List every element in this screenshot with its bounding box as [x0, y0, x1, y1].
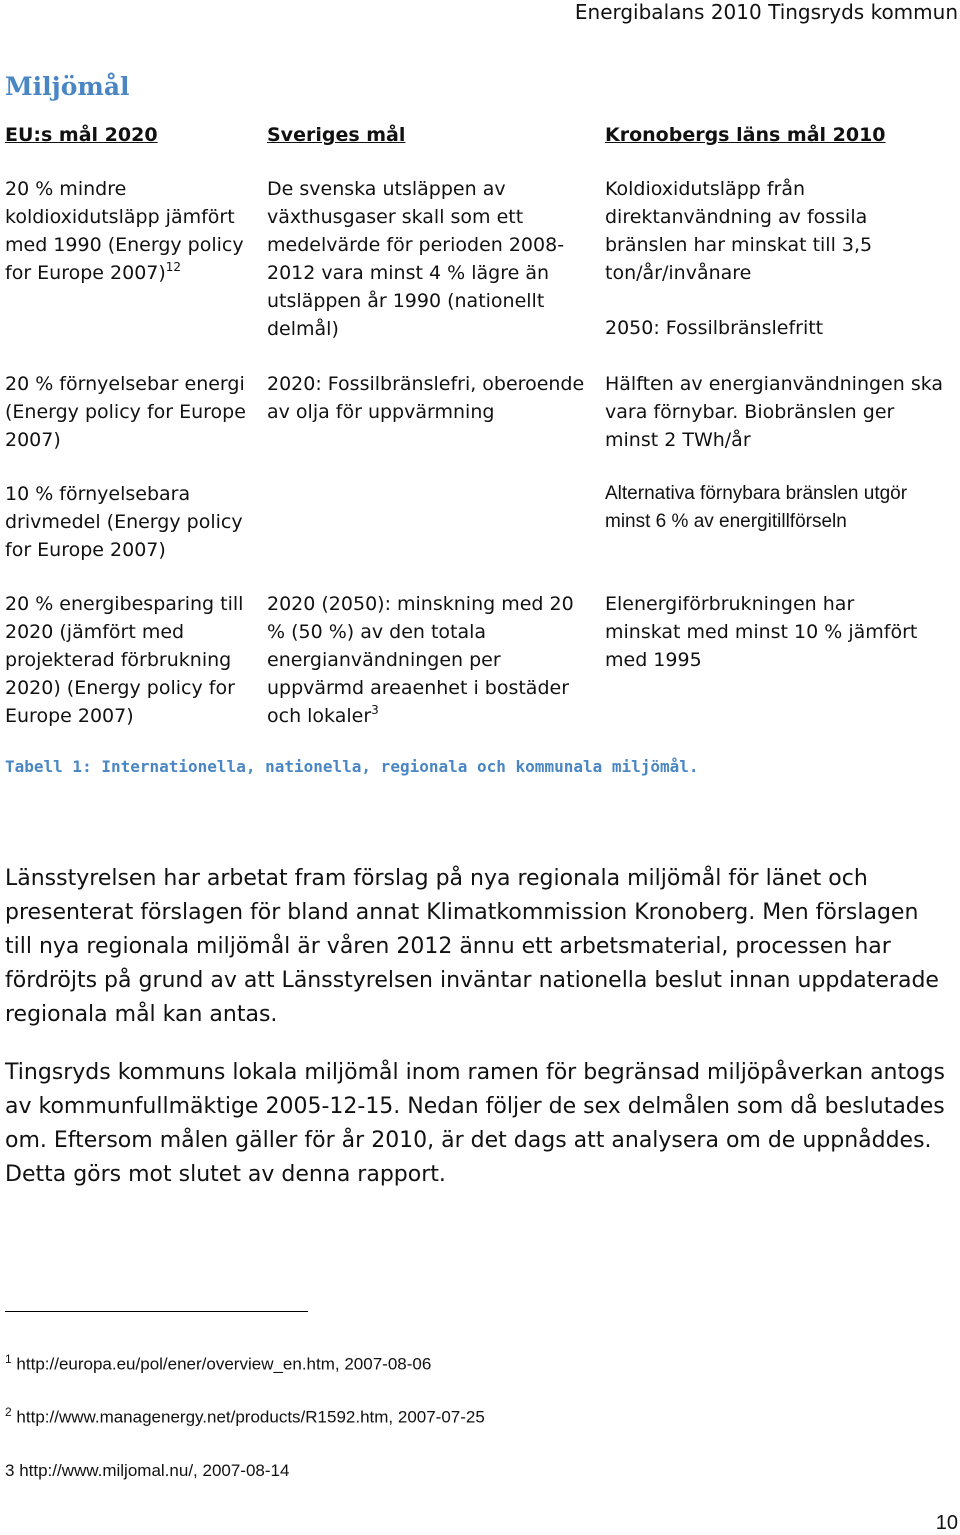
section-heading: Miljömål: [5, 72, 130, 101]
table-cell-kr-row4: Elenergiförbrukningen har minskat med minst 10 % jämfört med 1995: [605, 593, 918, 671]
table-cell-kr-row3: Alternativa förnybara bränslen utgör minst 6 % av energitillförseln: [605, 483, 908, 532]
page-number: 10: [935, 1512, 958, 1534]
footnote-link[interactable]: http://www.managenergy.net/products/R1592.htm, 2007-07-25: [16, 1407, 485, 1427]
column-header-eu: EU:s mål 2020: [5, 124, 158, 146]
footnote-divider: [5, 1311, 308, 1312]
table-cell-eu-row1: 20 % mindre koldioxidutsläpp jämfört med 1990 (Energy policy for Europe 2007)$^{12}$: [5, 178, 244, 284]
footnote-link[interactable]: http://europa.eu/pol/ener/overview_en.htm, 2007-08-06: [16, 1354, 432, 1374]
footnote-ref: 12: [165, 260, 182, 274]
table-cell-kr-row1: Koldioxidutsläpp från direktanvändning av fossila bränslen har minskat till 3,5 ton/år/invånare: [605, 178, 873, 284]
table-cell-se-row1: De svenska utsläppen av växthusgaser skall som ett medelvärde för perioden 2008-2012 vara minst 4 % lägre än utsläppen år 1990 (nationellt delmål): [267, 178, 565, 340]
footnote-2: $^2$ http://www.managenergy.net/products/R1592.htm, 2007-07-25: [5, 1405, 485, 1427]
footnote-link[interactable]: http://www.miljomal.nu/, 2007-08-14: [19, 1461, 290, 1480]
table-cell-kr-row2: Hälften av energianvändningen ska vara förnybar. Biobränslen ger minst 2 TWh/år: [605, 373, 944, 451]
footnote-3: 3 http://www.miljomal.nu/, 2007-08-14: [5, 1461, 290, 1480]
table-cell-se-row4: 2020 (2050): minskning med 20 % (50 %) av den totala energianvändningen per uppvärmd areaenhet i bostäder och lokaler$^3$: [267, 593, 574, 727]
table-cell-kr-row1-goal: 2050: Fossilbränslefritt: [605, 317, 824, 339]
table-cell-se-row2: 2020: Fossilbränslefri, oberoende av olja för uppvärmning: [267, 373, 585, 423]
column-header-kronoberg: Kronobergs läns mål 2010: [605, 124, 886, 146]
body-paragraph: Länsstyrelsen har arbetat fram förslag på nya regionala miljömål för länet och presenterat förslagen för bland annat Klimatkommission Kronoberg. Men förslagen till nya regionala miljömål är våren 2012 ännu ett arbetsmaterial, processen har fördröjts på grund av att Länsstyrelsen inväntar nationella beslut innan uppdaterade regionala mål kan antas.: [5, 866, 939, 1027]
table-cell-eu-row3: 10 % förnyelsebara drivmedel (Energy policy for Europe 2007): [5, 483, 243, 561]
running-header: Energibalans 2010 Tingsryds kommun: [574, 0, 958, 24]
table-cell-eu-row2: 20 % förnyelsebar energi (Energy policy for Europe 2007): [5, 373, 246, 451]
table-cell-eu-row4: 20 % energibesparing till 2020 (jämfört med projekterad förbrukning 2020) (Energy policy for Europe 2007): [5, 593, 244, 727]
footnote-ref: 3: [371, 703, 379, 717]
column-header-sweden: Sveriges mål: [267, 124, 406, 146]
body-paragraph: Tingsryds kommuns lokala miljömål inom ramen för begränsad miljöpåverkan antogs av kommunfullmäktige 2005-12-15. Nedan följer de sex delmålen som då beslutades om. Eftersom målen gäller för år 2010, är det dags att analysera om de uppnåddes. Detta görs mot slutet av denna rapport.: [5, 1060, 946, 1187]
footnote-1: $^1$ http://europa.eu/pol/ener/overview_en.htm, 2007-08-06: [5, 1352, 432, 1374]
table-caption: Tabell 1: Internationella, nationella, regionala och kommunala miljömål.: [5, 757, 699, 776]
